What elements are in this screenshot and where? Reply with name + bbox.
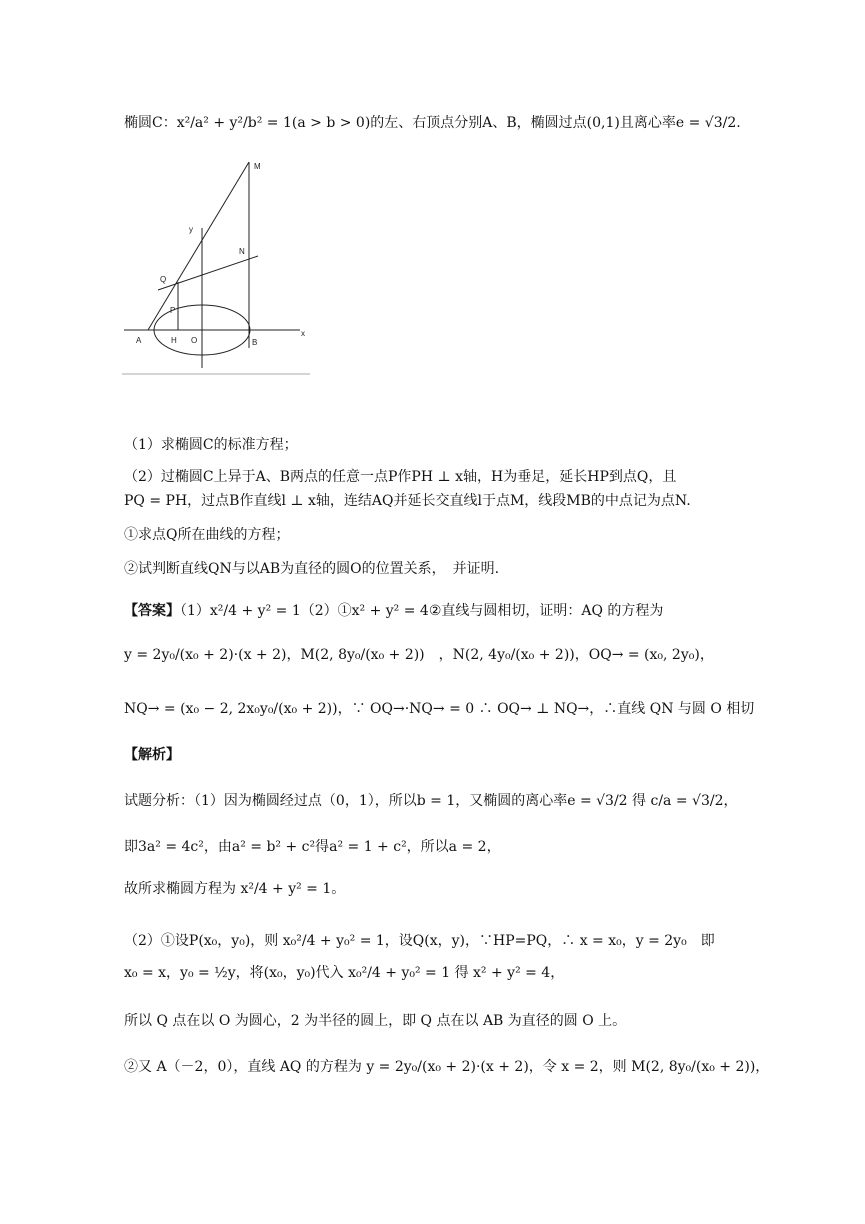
answer-tag: 【答案】	[124, 603, 180, 619]
analysis-p2: 即3a² = 4c²，由a² = b² + c²得a² = 1 + c²，所以a = 2，	[124, 839, 501, 855]
analysis-p3: 故所求椭圆方程为 x²/4 + y² = 1。	[124, 881, 346, 897]
label-M: M	[254, 162, 261, 171]
label-Q: Q	[160, 275, 167, 284]
question-2-sub2: ②试判断直线QN与以AB为直径的圆O的位置关系， 并证明.	[124, 561, 500, 577]
problem-intro: 椭圆C：x²/a² + y²/b² = 1(a > b > 0)的左、右顶点分别A、B，椭圆过点(0,1)且离心率e = √3/2.	[124, 115, 741, 131]
analysis-p1: 试题分析：（1）因为椭圆经过点（0，1），所以b = 1，又椭圆的离心率e = √3/2 得 c/a = √3/2，	[124, 793, 738, 809]
question-2-sub1: ①求点Q所在曲线的方程；	[124, 527, 290, 543]
label-B: B	[252, 338, 258, 347]
question-2-line1: （2）过椭圆C上异于A、B两点的任意一点P作PH ⊥ x轴，H为垂足，延长HP到点Q，且	[124, 469, 677, 485]
label-O: O	[191, 336, 198, 345]
analysis-p5: x₀ = x，y₀ = ½y，将(x₀，y₀)代入 x₀²/4 + y₀² = 1 得 x² + y² = 4，	[124, 965, 565, 981]
label-x: x	[301, 329, 305, 338]
label-H: H	[171, 336, 177, 345]
answer-line3: NQ→ = (x₀ − 2, 2x₀y₀/(x₀ + 2))，∵ OQ→·NQ→ = 0 ∴ OQ→ ⊥ NQ→，∴直线 QN 与圆 O 相切	[124, 701, 755, 717]
ellipse-figure	[122, 158, 312, 376]
line-qn	[158, 256, 258, 290]
analysis-tag: 【解析】	[124, 747, 180, 763]
answer-block	[124, 600, 663, 620]
analysis-p7: ②又 A（－2，0），直线 AQ 的方程为 y = 2y₀/(x₀ + 2)·(x + 2)，令 x = 2，则 M(2, 8y₀/(x₀ + 2))，	[124, 1059, 770, 1075]
label-P: P	[170, 306, 176, 315]
label-N: N	[239, 247, 245, 256]
label-y: y	[189, 225, 193, 234]
answer-line2: y = 2y₀/(x₀ + 2)·(x + 2)，M(2, 8y₀/(x₀ + 2)) ，N(2, 4y₀/(x₀ + 2))，OQ→ = (x₀, 2y₀)，	[124, 647, 714, 663]
question-1: （1）求椭圆C的标准方程；	[124, 437, 298, 453]
label-A: A	[136, 336, 142, 345]
analysis-p4: （2）①设P(x₀，y₀)，则 x₀²/4 + y₀² = 1，设Q(x，y)，∵HP=PQ，∴ x = x₀，y = 2y₀ 即	[124, 933, 715, 949]
question-2-line2: PQ = PH，过点B作直线l ⊥ x轴，连结AQ并延长交直线l于点M，线段MB的中点记为点N.	[124, 493, 691, 509]
analysis-p6: 所以 Q 点在以 O 为圆心，2 为半径的圆上，即 Q 点在以 AB 为直径的圆 O 上。	[124, 1013, 627, 1029]
answer-line1: （1）x²/4 + y² = 1（2）①x² + y² = 4②直线与圆相切，证明：AQ 的方程为	[180, 603, 664, 619]
